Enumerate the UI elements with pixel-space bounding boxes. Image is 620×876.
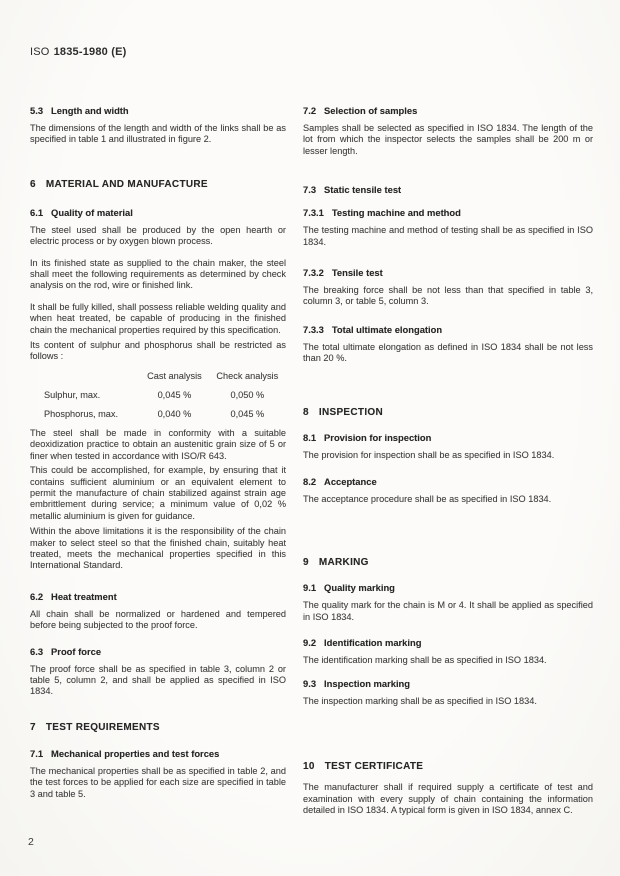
heading-number: 10 bbox=[303, 761, 315, 773]
heading-7-1-mechanical-properties bbox=[30, 748, 286, 759]
heading-10-test-certificate bbox=[303, 761, 593, 773]
standard-number: 1835-1980 (E) bbox=[53, 46, 127, 58]
heading-9-marking bbox=[303, 557, 593, 569]
heading-title: Acceptance bbox=[324, 476, 377, 488]
paragraph-9-3: The inspection marking shall be as specified in ISO 1834. bbox=[303, 695, 537, 706]
paragraph-6-1-g: Within the above limitations it is the responsibility of the chain maker to select steel so that the finished chain, suitably heat treated, meets the mechanical properties specified in this International Standard. bbox=[30, 526, 286, 571]
page-number: 2 bbox=[28, 836, 34, 848]
heading-title: MATERIAL AND MANUFACTURE bbox=[45, 178, 208, 190]
heading-number: 7.1 bbox=[30, 747, 44, 759]
heading-number: 8 bbox=[303, 406, 309, 418]
heading-title: Proof force bbox=[51, 645, 102, 657]
heading-9-2-identification-marking bbox=[303, 637, 593, 648]
table-header-row bbox=[30, 367, 286, 386]
heading-8-inspection bbox=[303, 407, 593, 419]
column-header-cast-analysis: Cast analysis bbox=[147, 370, 202, 381]
heading-number: 9.2 bbox=[303, 637, 317, 649]
heading-number: 8.2 bbox=[303, 476, 317, 488]
heading-title: MARKING bbox=[318, 557, 369, 569]
heading-number: 6.2 bbox=[30, 590, 44, 602]
heading-8-1-provision-for-inspection bbox=[303, 432, 593, 443]
cast-analysis-value: 0,045 % bbox=[157, 389, 192, 400]
heading-9-1-quality-marking bbox=[303, 582, 593, 593]
paragraph-5-3: The dimensions of the length and width of the links shall be as specified in table 1 and illustrated in figure 2. bbox=[30, 123, 286, 145]
paragraph-8-2: The acceptance procedure shall be as specified in ISO 1834. bbox=[303, 494, 552, 505]
heading-6-1-quality-of-material bbox=[30, 207, 286, 218]
row-label: Phosphorus, max. bbox=[44, 408, 119, 419]
heading-number: 7.2 bbox=[303, 105, 317, 116]
heading-number: 7 bbox=[30, 721, 36, 733]
heading-title: TEST REQUIREMENTS bbox=[45, 721, 160, 733]
heading-number: 7.3.1 bbox=[303, 207, 324, 219]
heading-title: Length and width bbox=[51, 105, 129, 116]
heading-6-2-heat-treatment bbox=[30, 591, 286, 602]
heading-9-3-inspection-marking bbox=[303, 678, 593, 689]
heading-title: Selection of samples bbox=[324, 105, 418, 116]
paragraph-9-1: The quality mark for the chain is M or 4. It shall be applied as specified in ISO 1834. bbox=[303, 600, 593, 622]
empty-header-cell bbox=[30, 367, 140, 386]
check-analysis-value: 0,050 % bbox=[230, 389, 265, 400]
heading-number: 8.1 bbox=[303, 431, 317, 443]
paragraph-9-2: The identification marking shall be as specified in ISO 1834. bbox=[303, 655, 547, 666]
column-header-check-analysis: Check analysis bbox=[216, 370, 279, 381]
heading-title: Inspection marking bbox=[324, 677, 411, 689]
heading-number: 6.1 bbox=[30, 206, 44, 218]
paragraph-10: The manufacturer shall if required supply a certificate of test and examination with every supply of chain containing the information detailed in ISO 1834. A typical form is given in ISO 1834, annex C. bbox=[303, 782, 593, 815]
paragraph-7-3-3: The total ultimate elongation as defined in ISO 1834 shall be not less than 20 %. bbox=[303, 341, 593, 364]
paragraph-6-1-c: It shall be fully killed, shall possess reliable welding quality and when heat treated, be capable of producing in the finished chain the mechanical properties required by this specification. bbox=[30, 301, 286, 335]
heading-number: 7.3.3 bbox=[303, 323, 324, 335]
heading-7-test-requirements bbox=[30, 722, 286, 734]
heading-title: Static tensile test bbox=[324, 184, 402, 196]
heading-number: 6 bbox=[30, 178, 36, 190]
heading-title: TEST CERTIFICATE bbox=[324, 761, 424, 773]
heading-title: Quality of material bbox=[51, 206, 133, 218]
heading-title: INSPECTION bbox=[318, 406, 383, 418]
heading-6-material-and-manufacture bbox=[30, 179, 286, 191]
paragraph-6-1-e: The steel shall be made in conformity with a suitable deoxidization practice to obtain an austenitic grain size of 5 or finer when tested in accordance with ISO/R 643. bbox=[30, 427, 286, 461]
paragraph-6-1-a: The steel used shall be produced by the open hearth or electric process or by oxygen blown process. bbox=[30, 224, 286, 247]
heading-7-3-static-tensile-test bbox=[303, 184, 593, 195]
heading-8-2-acceptance bbox=[303, 476, 593, 487]
paragraph-6-1-b: In its finished state as supplied to the chain maker, the steel shall meet the following requirements as determined by check analysis on the rod, wire or finished link. bbox=[30, 257, 286, 291]
paragraph-6-1-d: Its content of sulphur and phosphorus shall be restricted as follows : bbox=[30, 340, 286, 362]
paragraph-6-2: All chain shall be normalized or hardened and tempered before being subjected to the proof force. bbox=[30, 608, 286, 631]
heading-title: Tensile test bbox=[331, 267, 383, 279]
paragraph-8-1: The provision for inspection shall be as specified in ISO 1834. bbox=[303, 449, 555, 460]
check-analysis-value: 0,045 % bbox=[230, 408, 265, 419]
heading-7-3-3-total-ultimate-elongation bbox=[303, 324, 593, 335]
standard-org-label: ISO bbox=[30, 46, 50, 58]
document-reference-header bbox=[30, 46, 127, 58]
heading-number: 6.3 bbox=[30, 645, 44, 657]
row-label: Sulphur, max. bbox=[44, 389, 101, 400]
table-row bbox=[30, 386, 286, 405]
heading-title: Testing machine and method bbox=[331, 207, 461, 219]
heading-title: Provision for inspection bbox=[324, 431, 432, 443]
paragraph-7-3-1: The testing machine and method of testing shall be as specified in ISO 1834. bbox=[303, 225, 593, 247]
heading-title: Quality marking bbox=[324, 582, 395, 594]
left-column bbox=[30, 105, 286, 810]
paragraph-6-3: The proof force shall be as specified in table 3, column 2 or table 5, column 2, and shall be applied as specified in ISO 1834. bbox=[30, 663, 286, 697]
table-row bbox=[30, 405, 286, 424]
heading-number: 9.3 bbox=[303, 677, 317, 689]
heading-number: 9 bbox=[303, 557, 309, 569]
heading-title: Heat treatment bbox=[51, 590, 117, 602]
heading-5-3-length-and-width bbox=[30, 105, 286, 116]
heading-6-3-proof-force bbox=[30, 646, 286, 657]
heading-7-2-selection-of-samples bbox=[303, 105, 593, 116]
heading-number: 7.3.2 bbox=[303, 267, 324, 279]
paragraph-6-1-f: This could be accomplished, for example, by ensuring that it contains sufficient aluminium or an equivalent element to permit the manufacture of chain stabilized against strain age embrittlement during service; a minimum value of 0,02 % metallic aluminium is given for guidance. bbox=[30, 465, 286, 521]
heading-7-3-1-testing-machine bbox=[303, 207, 593, 218]
right-column bbox=[303, 105, 593, 826]
heading-number: 5.3 bbox=[30, 105, 44, 116]
heading-title: Total ultimate elongation bbox=[331, 323, 443, 335]
paragraph-7-2: Samples shall be selected as specified in ISO 1834. The length of the lot from which the inspector selects the samples shall be 200 m or lesser length. bbox=[303, 123, 593, 156]
paragraph-7-1: The mechanical properties shall be as specified in table 2, and the test forces to be applied for each size are specified in table 3 and table 5. bbox=[30, 765, 286, 799]
sulphur-phosphorus-analysis-table bbox=[30, 367, 286, 424]
heading-title: Identification marking bbox=[324, 637, 422, 649]
heading-title: Mechanical properties and test forces bbox=[51, 747, 220, 759]
cast-analysis-value: 0,040 % bbox=[157, 408, 192, 419]
heading-number: 9.1 bbox=[303, 582, 317, 594]
heading-number: 7.3 bbox=[303, 184, 317, 196]
paragraph-7-3-2: The breaking force shall be not less than that specified in table 3, column 3, or table 5, column 3. bbox=[303, 285, 593, 307]
heading-7-3-2-tensile-test bbox=[303, 267, 593, 278]
